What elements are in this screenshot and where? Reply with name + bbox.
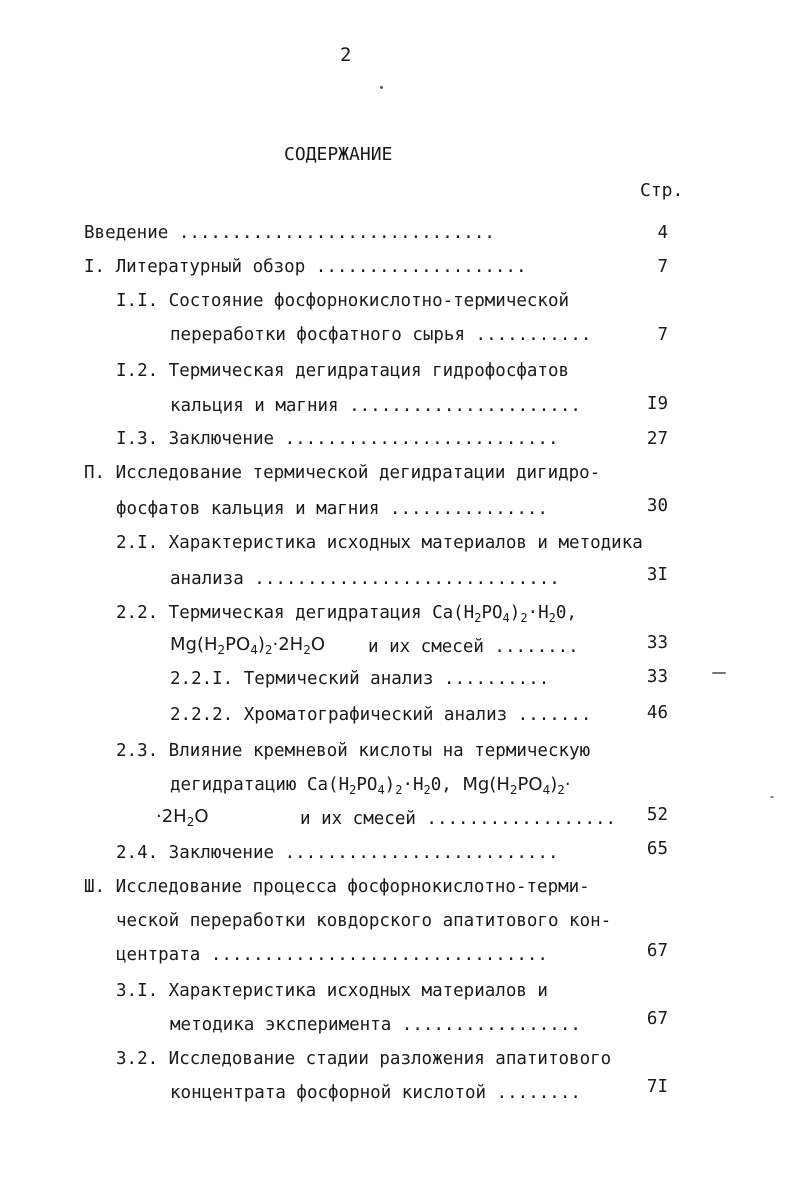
page-column-label: Стр. bbox=[640, 180, 684, 201]
toc-entry-formula-line bbox=[170, 774, 571, 801]
formula-part: ·2H bbox=[272, 634, 304, 655]
formula-subscript: 2 bbox=[557, 783, 565, 797]
toc-entry-text: I. Литературный обзор .................... bbox=[84, 257, 527, 277]
formula-part: PO bbox=[356, 775, 378, 795]
formula-subscript: 2 bbox=[395, 783, 403, 797]
formula-part: PO bbox=[225, 634, 251, 655]
formula-subscript: 2 bbox=[264, 643, 273, 657]
toc-entry-page: 67 bbox=[646, 1009, 668, 1029]
formula-subscript: 2 bbox=[303, 643, 311, 657]
formula-part: ) bbox=[257, 634, 265, 655]
handwritten-formula bbox=[156, 806, 209, 833]
formula-part: · bbox=[564, 774, 571, 795]
toc-entry-text: анализа ............................. bbox=[170, 569, 560, 589]
formula-subscript: 2 bbox=[186, 815, 195, 829]
formula-part: ) bbox=[384, 775, 396, 795]
toc-entry-text: Ш. Исследование процесса фосфорнокислотно-терми- bbox=[84, 877, 590, 897]
toc-entry-text: дегидратацию Ca(H bbox=[170, 775, 350, 795]
toc-entry-text: П. Исследование термической дегидратации дигидро- bbox=[84, 463, 601, 483]
toc-entry-page: 33 bbox=[646, 667, 668, 687]
toc-entry-text: методика эксперимента ................. bbox=[170, 1015, 581, 1035]
toc-entry-text: I.I. Состояние фосфорнокислотно-термической bbox=[116, 291, 570, 311]
toc-entry-text: 2.I. Характеристика исходных материалов и методика bbox=[116, 533, 643, 553]
toc-entry-page: 67 bbox=[646, 941, 668, 961]
toc-entry-page: 7I bbox=[646, 1077, 668, 1097]
toc-entry-text: 2.4. Заключение .......................... bbox=[116, 843, 559, 863]
toc-entry-page: 4 bbox=[657, 223, 668, 243]
formula-subscript: 4 bbox=[377, 783, 385, 797]
toc-entry-text: 2.2.I. Термический анализ .......... bbox=[170, 669, 550, 689]
toc-entry-text: кальция и магния ...................... bbox=[170, 396, 581, 416]
toc-entry-text: 2.2.2. Хроматографический анализ ....... bbox=[170, 705, 592, 725]
formula-subscript: 4 bbox=[250, 643, 258, 657]
toc-entry-page: 3I bbox=[646, 565, 668, 585]
formula-part: O bbox=[194, 806, 209, 827]
formula-part: ) bbox=[509, 603, 521, 623]
formula-part: Mg(H bbox=[462, 774, 510, 795]
scan-speck bbox=[380, 86, 383, 89]
toc-entry-page: 7 bbox=[657, 325, 668, 345]
toc-entry-page: 52 bbox=[646, 805, 668, 825]
toc-entry-text: переработки фосфатного сырья ........... bbox=[170, 325, 592, 345]
toc-entry-page: 27 bbox=[646, 429, 668, 449]
toc-entry-page: 65 bbox=[646, 839, 668, 859]
formula-part: ·H bbox=[402, 775, 424, 795]
toc-entry-text: фосфатов кальция и магния ............... bbox=[116, 499, 548, 519]
formula-subscript: 2 bbox=[509, 783, 518, 797]
formula-subscript: 2 bbox=[349, 783, 357, 797]
page-number: 2 bbox=[340, 44, 352, 66]
handwritten-formula bbox=[170, 634, 325, 661]
toc-entry-page: 46 bbox=[646, 703, 668, 723]
toc-entry-text: 3.I. Характеристика исходных материалов и bbox=[116, 981, 548, 1001]
formula-part: 0, bbox=[430, 775, 463, 795]
toc-entry-page: 33 bbox=[646, 633, 668, 653]
toc-entry-formula-line bbox=[116, 602, 577, 629]
toc-entry-text: и их смесей ........ bbox=[368, 637, 579, 657]
formula-part: PO bbox=[517, 774, 543, 795]
formula-part: PO bbox=[481, 603, 503, 623]
formula-subscript: 2 bbox=[474, 611, 482, 625]
formula-subscript: 2 bbox=[548, 611, 556, 625]
toc-entry-text: Введение .............................. bbox=[84, 223, 495, 243]
toc-entry-page: 7 bbox=[657, 257, 668, 277]
toc-entry-text: I.2. Термическая дегидратация гидрофосфатов bbox=[116, 361, 570, 381]
formula-subscript: 2 bbox=[423, 783, 431, 797]
page-title: СОДЕРЖАНИЕ bbox=[284, 144, 393, 165]
formula-subscript: 4 bbox=[542, 783, 551, 797]
toc-entry-text: 3.2. Исследование стадии разложения апатитового bbox=[116, 1049, 612, 1069]
formula-part: ·H bbox=[527, 603, 549, 623]
formula-part: Mg(H bbox=[170, 634, 218, 655]
formula-part: ·2H bbox=[156, 806, 187, 827]
toc-entry-text: и их смесей .................. bbox=[300, 809, 617, 829]
toc-entry-page: I9 bbox=[646, 394, 668, 414]
formula-subscript: 2 bbox=[217, 643, 226, 657]
toc-entry-text: 2.2. Термическая дегидратация Ca(H bbox=[116, 603, 475, 623]
toc-entry-page: 30 bbox=[646, 496, 668, 516]
formula-subscript: 2 bbox=[520, 611, 528, 625]
toc-entry-text: концентрата фосфорной кислотой ........ bbox=[170, 1083, 581, 1103]
toc-entry-text: ческой переработки ковдорского апатитового кон- bbox=[116, 911, 612, 931]
formula-part: 0, bbox=[555, 603, 577, 623]
scan-speck bbox=[712, 672, 726, 674]
toc-entry-text: центрата ................................ bbox=[116, 945, 548, 965]
scan-speck bbox=[770, 796, 774, 798]
toc-entry-text: I.3. Заключение .......................... bbox=[116, 429, 559, 449]
formula-subscript: 4 bbox=[502, 611, 510, 625]
toc-entry-text: 2.3. Влияние кремневой кислоты на термическую bbox=[116, 741, 591, 761]
formula-part: ) bbox=[550, 774, 558, 795]
formula-part: O bbox=[310, 634, 326, 655]
handwritten-formula bbox=[462, 774, 570, 795]
